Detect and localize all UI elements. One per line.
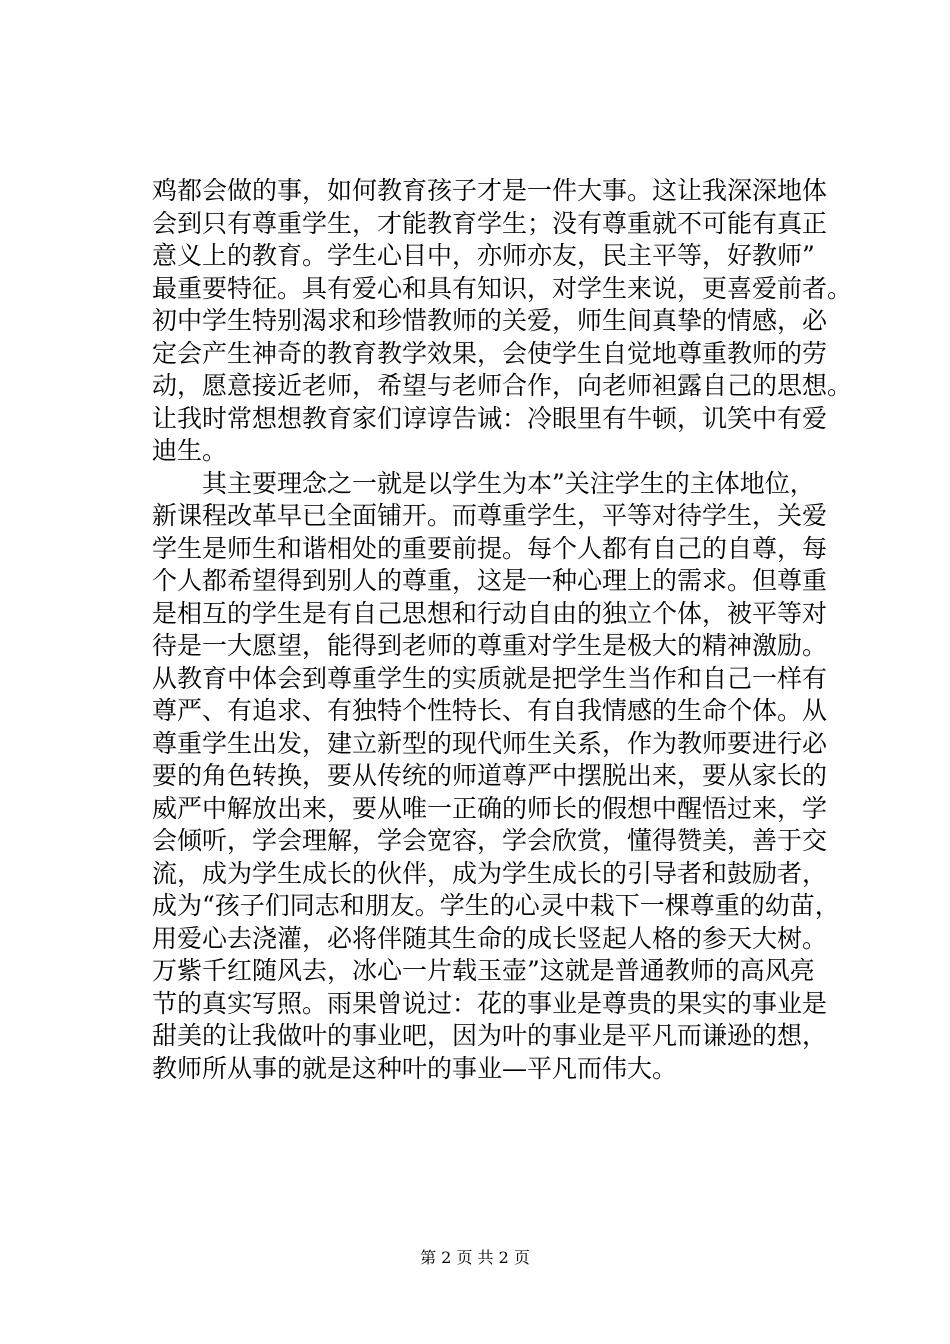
- text-line: 用爱心去浇灌，必将伴随其生命的成长竖起人格的参天大树。: [152, 923, 828, 953]
- text-line: 会到只有尊重学生，才能教育学生；没有尊重就不可能有真正: [152, 208, 828, 238]
- text-line: 待是一大愿望，能得到老师的尊重对学生是极大的精神激励。: [152, 631, 828, 660]
- text-line: 定会产生神奇的教育教学效果，会使学生自觉地尊重教师的劳: [152, 338, 828, 368]
- text-line: 其主要理念之一就是以学生为本”关注学生的主体地位，: [152, 468, 815, 498]
- text-line: 意义上的教育。学生心目中，亦师亦友，民主平等，好教师”: [152, 241, 815, 270]
- text-line: 甜美的让我做叶的事业吧，因为叶的事业是平凡而谦逊的想，: [152, 1021, 828, 1050]
- text-line: 是相互的学生是有自己思想和行动自由的独立个体，被平等对: [152, 598, 828, 628]
- document-body: [152, 175, 853, 1085]
- text-line: 个人都希望得到别人的尊重，这是一种心理上的需求。但尊重: [152, 566, 828, 595]
- text-line: 迪生。: [152, 436, 228, 465]
- text-line: 会倾听，学会理解，学会宽容，学会欣赏，懂得赞美，善于交: [152, 826, 828, 855]
- text-line: 学生是师生和谐相处的重要前提。每个人都有自己的自尊，每: [152, 533, 828, 563]
- text-line: 尊严、有追求、有独特个性特长、有自我情感的生命个体。从: [152, 696, 828, 725]
- page-number: 第 2 页 共 2 页: [420, 1248, 530, 1267]
- text-line: 成为“孩子们同志和朋友。学生的心灵中栽下一棵尊重的幼苗，: [152, 891, 840, 920]
- text-line: 要的角色转换，要从传统的师道尊严中摆脱出来，要从家长的: [152, 761, 828, 790]
- text-line: 最重要特征。具有爱心和具有知识，对学生来说，更喜爱前者。: [152, 273, 853, 303]
- text-line: 尊重学生出发，建立新型的现代师生关系，作为教师要进行必: [152, 728, 828, 758]
- text-line: 让我时常想想教育家们谆谆告诫：冷眼里有牛顿，讥笑中有爱: [152, 403, 828, 433]
- text-line: 教师所从事的就是这种叶的事业—平凡而伟大。: [152, 1053, 678, 1083]
- text-line: 节的真实写照。雨果曾说过：花的事业是尊贵的果实的事业是: [152, 988, 828, 1018]
- text-line: 初中学生特别渴求和珍惜教师的关爱，师生间真挚的情感，必: [152, 306, 828, 335]
- text-line: 新课程改革早已全面铺开。而尊重学生，平等对待学生，关爱: [152, 501, 828, 530]
- text-line: 流，成为学生成长的伙伴，成为学生成长的引导者和鼓励者，: [152, 858, 828, 888]
- text-line: 从教育中体会到尊重学生的实质就是把学生当作和自己一样有: [152, 663, 828, 693]
- page-footer: [0, 1245, 950, 1268]
- text-line: 动，愿意接近老师，希望与老师合作，向老师袒露自己的思想。: [152, 371, 853, 400]
- text-line: 万紫千红随风去，冰心一片载玉壶”这就是普通教师的高风亮: [152, 956, 815, 985]
- text-line: 鸡都会做的事，如何教育孩子才是一件大事。这让我深深地体: [152, 176, 828, 205]
- text-line: 威严中解放出来，要从唯一正确的师长的假想中醒悟过来，学: [152, 793, 828, 823]
